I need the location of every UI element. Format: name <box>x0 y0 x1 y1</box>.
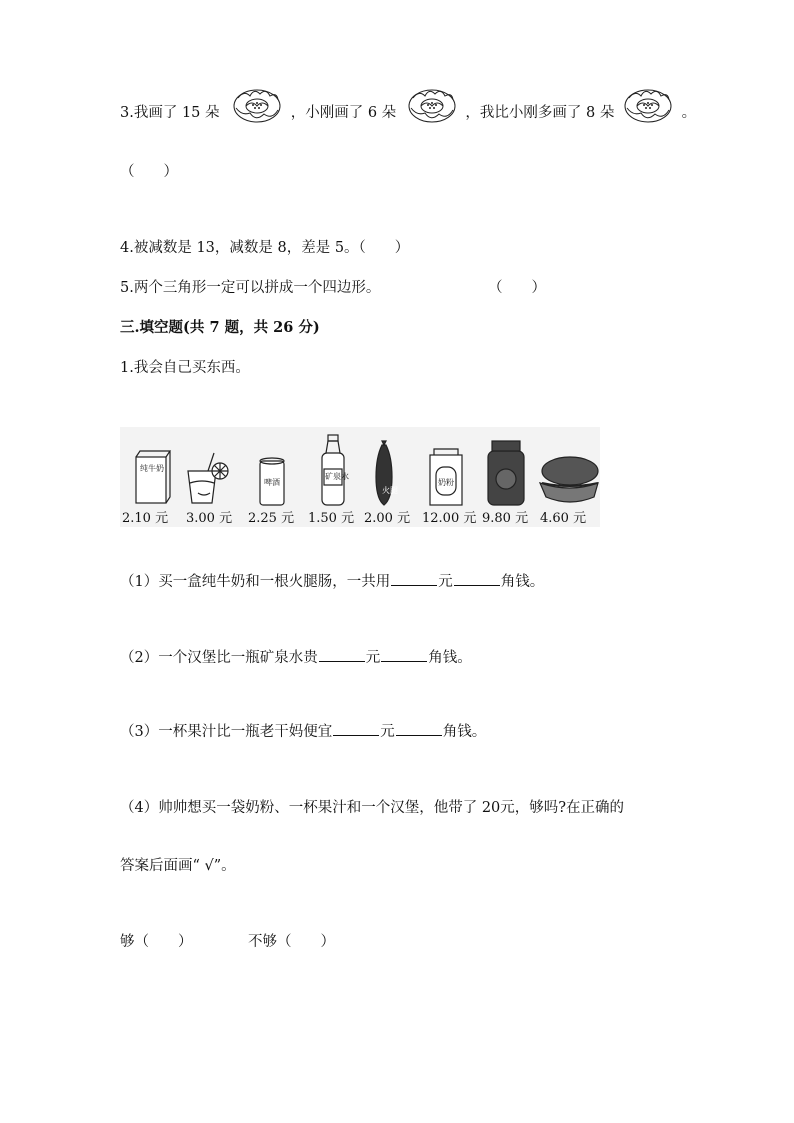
yuan-unit: 元 <box>438 574 453 590</box>
fill-question-1-title: 1.我会自己买东西。 <box>120 360 250 376</box>
flower-icon <box>623 86 673 126</box>
sub-question-2 <box>120 646 472 667</box>
price-chili-sauce: 9.80 元 <box>482 511 529 526</box>
price-juice: 3.00 元 <box>186 511 233 526</box>
sub1-text: （1）买一盒纯牛奶和一根火腿肠，一共用 <box>120 574 391 590</box>
q5-answer-paren[interactable]: （ ） <box>488 280 546 296</box>
price-water: 1.50 元 <box>308 511 355 526</box>
not-enough-option[interactable]: 不够（ ） <box>248 934 335 950</box>
q3-text-3: ，我比小刚多画了 8 朵 <box>465 105 615 121</box>
jiao-unit: 角钱。 <box>428 650 472 666</box>
question-4: 4.被减数是 13，减数是 8，差是 5。（ ） <box>120 240 410 256</box>
section-title: 三.填空题(共 7 题，共 26 分) <box>120 319 320 336</box>
enough-option[interactable]: 够（ ） <box>120 934 193 950</box>
price-milk: 2.10 元 <box>122 511 169 526</box>
yuan-blank[interactable] <box>391 571 437 586</box>
sub-question-4-line-2: 答案后面画“ √”。 <box>120 858 236 874</box>
jiao-blank[interactable] <box>396 721 442 736</box>
price-sausage: 2.00 元 <box>364 511 411 526</box>
question-5 <box>120 276 380 297</box>
q3-text-4: 。 <box>681 105 697 121</box>
jiao-unit: 角钱。 <box>442 724 487 740</box>
sub-question-4-line-1: （4）帅帅想买一袋奶粉、一杯果汁和一个汉堡，他带了 20元，够吗?在正确的 <box>120 800 625 816</box>
yuan-blank[interactable] <box>319 647 365 662</box>
sub2-text: （2）一个汉堡比一瓶矿泉水贵 <box>120 650 318 666</box>
water-bottle-label: 矿泉水 <box>325 472 349 481</box>
q3-text-1: 3.我画了 15 朵 <box>120 105 220 121</box>
yuan-unit: 元 <box>365 650 381 666</box>
sub-question-3 <box>120 720 486 741</box>
price-milk-powder: 12.00 元 <box>422 511 477 526</box>
yuan-blank[interactable] <box>333 721 379 736</box>
jiao-blank[interactable] <box>381 647 427 662</box>
sub-question-1 <box>120 570 544 591</box>
milk-powder-label: 奶粉 <box>438 478 454 487</box>
sausage-label: 火腿 <box>382 486 398 495</box>
q3-text-2: ，小刚画了 6 朵 <box>290 105 397 121</box>
milk-box-label: 纯牛奶 <box>140 464 164 473</box>
goods-price-image <box>120 427 600 527</box>
q3-answer-paren[interactable]: （ ） <box>120 164 178 180</box>
question-3 <box>120 100 696 126</box>
flower-icon <box>407 86 457 126</box>
flower-icon <box>232 86 282 126</box>
sub3-text: （3）一杯果汁比一瓶老干妈便宜 <box>120 724 333 740</box>
q5-text: 5.两个三角形一定可以拼成一个四边形。 <box>120 280 381 296</box>
yuan-unit: 元 <box>380 724 395 740</box>
jiao-unit: 角钱。 <box>500 574 545 590</box>
price-beer: 2.25 元 <box>248 511 295 526</box>
price-burger: 4.60 元 <box>540 511 587 526</box>
beer-can-label: 啤酒 <box>264 478 280 487</box>
jiao-blank[interactable] <box>454 571 500 586</box>
